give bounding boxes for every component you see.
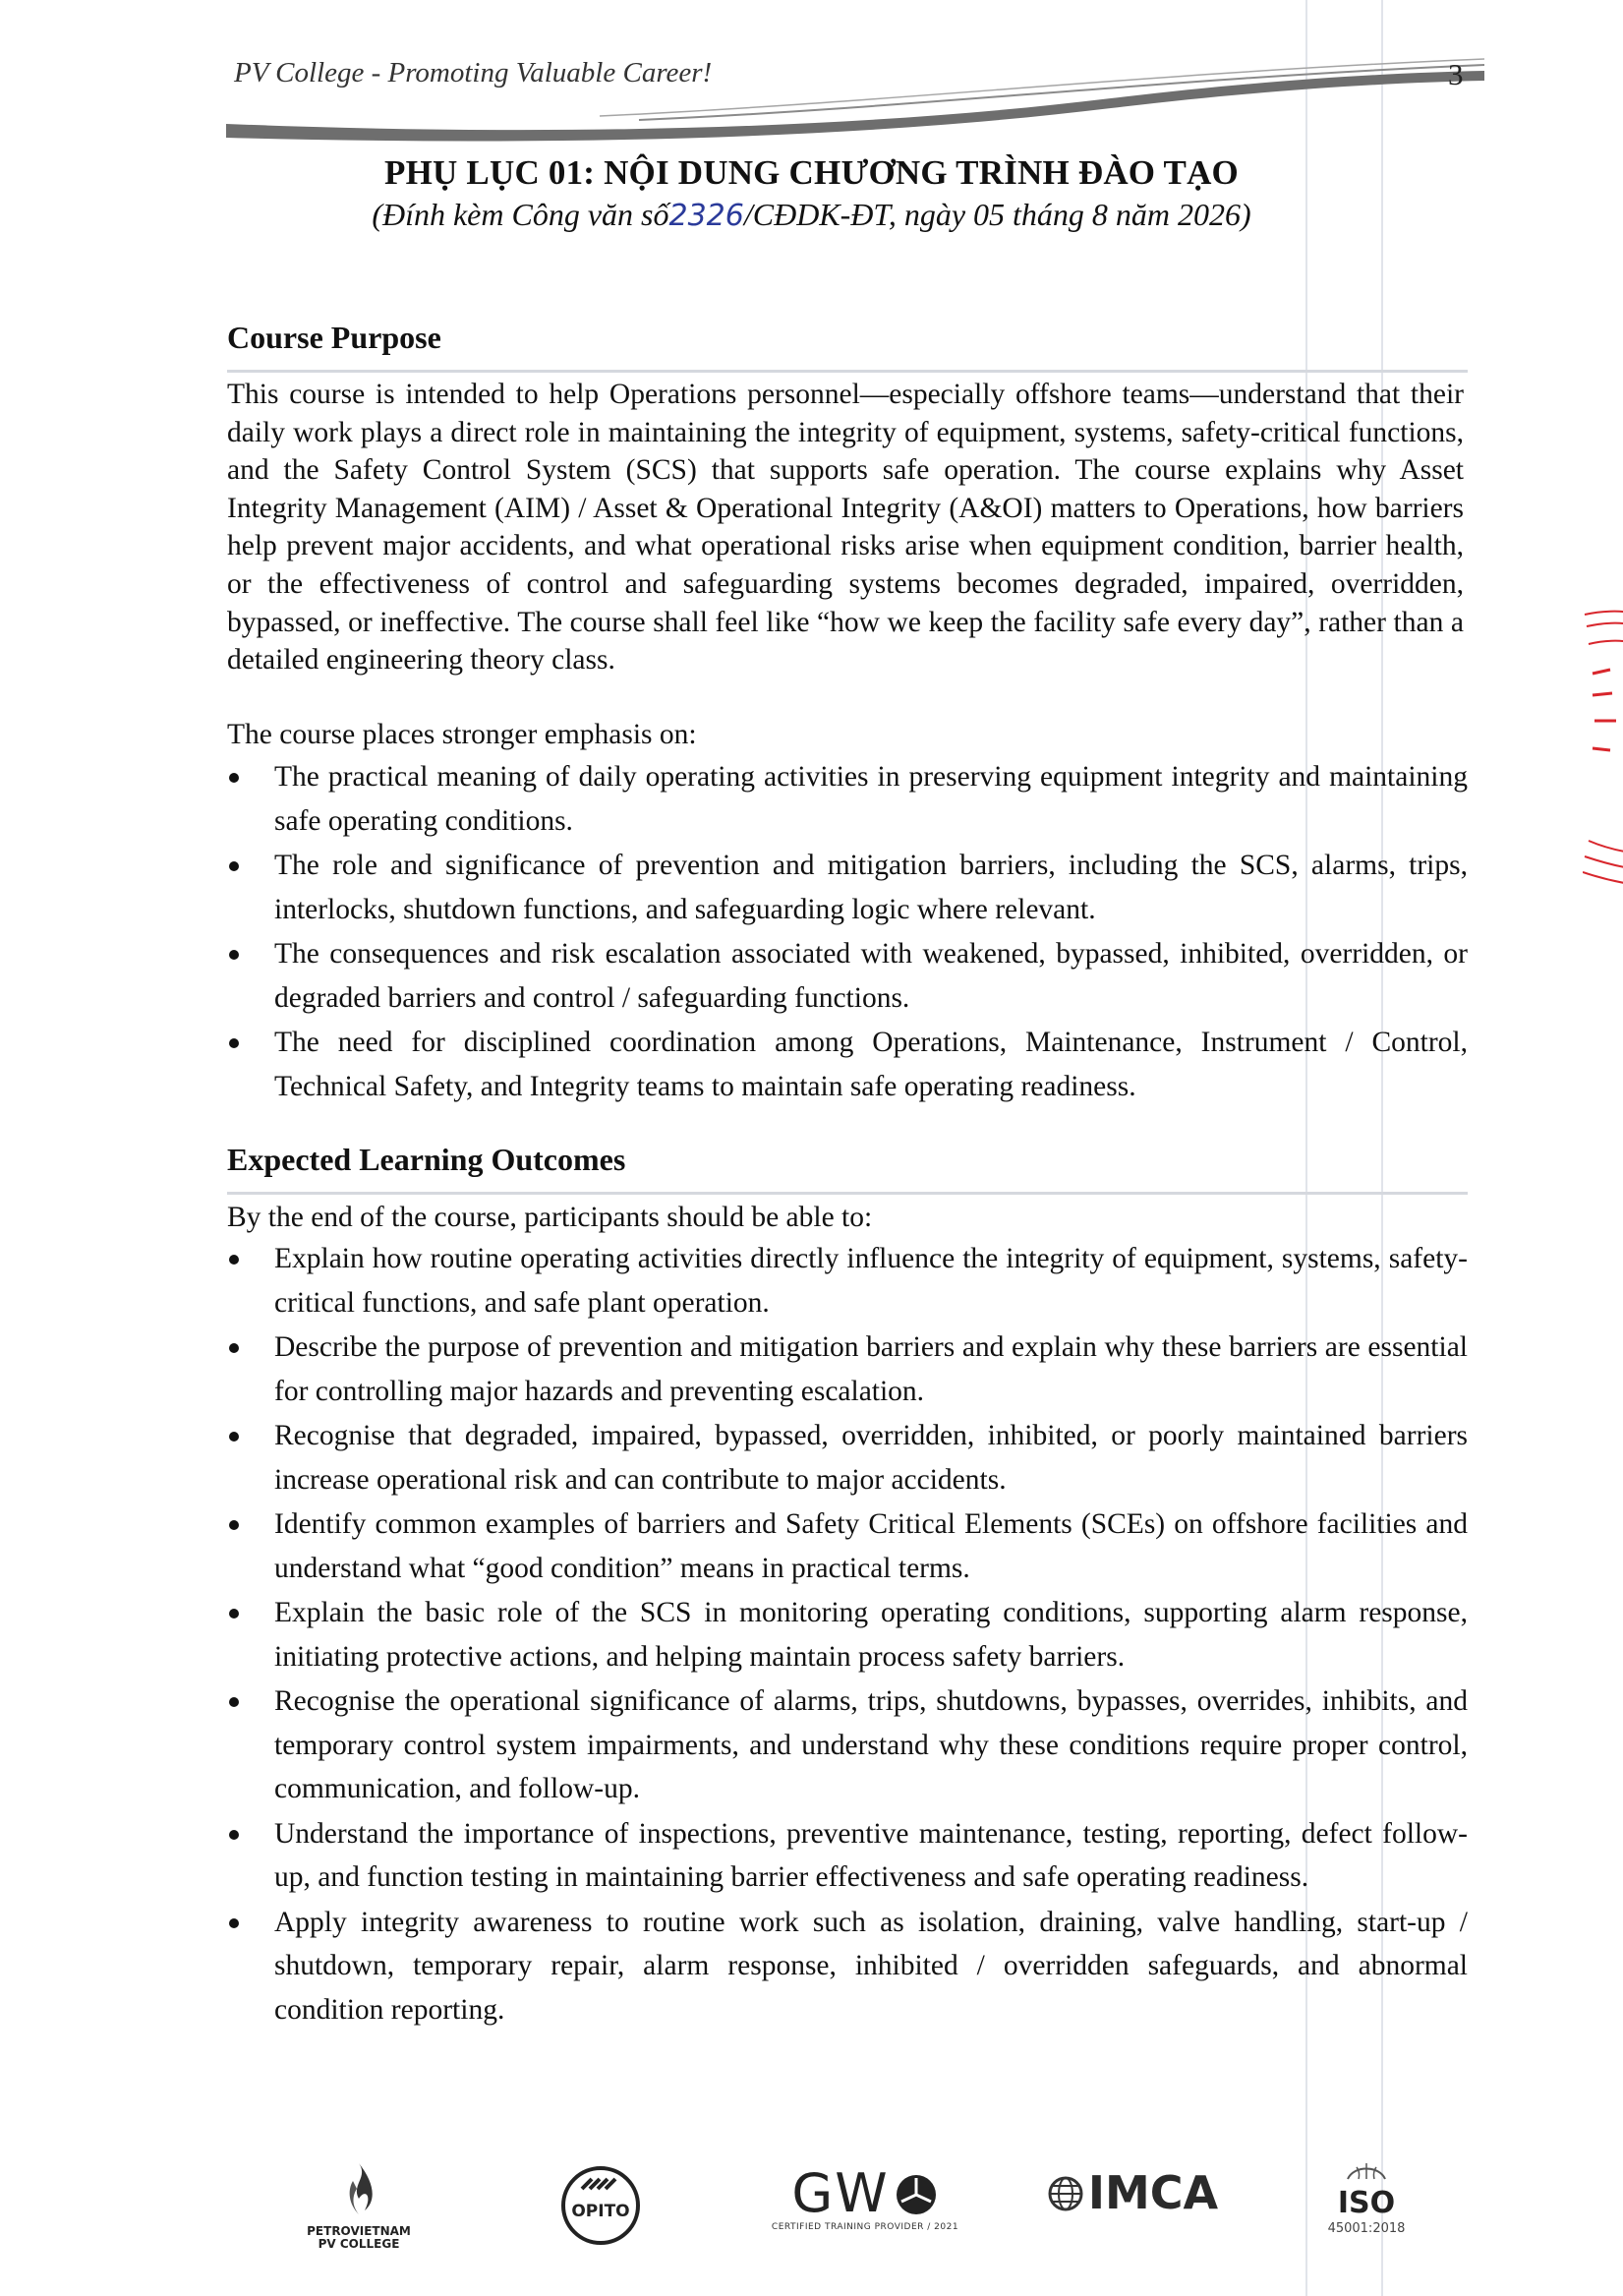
list-item-text: Identify common examples of barriers and Safety Critical Elements (SCEs) on offshore facilities and understand what “good condition” means in practical terms.	[274, 1508, 1468, 1584]
list-item-text: The role and significance of prevention and mitigation barriers, including the SCS, alarms, trips, interlocks, shutdown functions, and safeguarding logic where relevant.	[274, 850, 1468, 925]
course-purpose-paragraph: This course is intended to help Operations personnel—especially offshore teams—understand that their daily work plays a direct role in maintaining the integrity of equipment, systems, safety-critical functions, and the Safety Control System (SCS) that supports safe operation. The course explains why Asset Integrity Management (AIM) / Asset & Operational Integrity (A&OI) matters to Operations, how barriers help prevent major accidents, and what operational risks arise when equipment condition, barrier health, or the effectiveness of control and safeguarding systems becomes degraded, impaired, overridden, bypassed, or ineffective. The course shall feel like “how we keep the facility safe every day”, rather than a detailed engineering theory class.	[227, 379, 1464, 677]
page-subtitle	[0, 197, 1623, 233]
section-divider	[227, 370, 1468, 373]
list-item	[227, 844, 1468, 931]
gwo-logo	[767, 2162, 963, 2232]
bullet-icon	[229, 1830, 239, 1840]
header-swoosh-decoration	[226, 29, 1484, 157]
list-item	[227, 1901, 1468, 2032]
list-item-text: Explain the basic role of the SCS in monitoring operating conditions, supporting alarm response, initiating protective actions, and helping maintain process safety barriers.	[274, 1597, 1468, 1673]
petrovietnam-logo	[305, 2161, 413, 2251]
iso-logo	[1312, 2161, 1420, 2236]
list-item	[227, 1021, 1468, 1108]
iso-standard-text: 45001:2018	[1327, 2221, 1406, 2236]
list-item	[227, 1237, 1468, 1325]
page-title: PHỤ LỤC 01: NỘI DUNG CHƯƠNG TRÌNH ĐÀO TẠO	[384, 153, 1239, 192]
list-item	[227, 1591, 1468, 1678]
section-divider	[227, 1192, 1468, 1195]
subtitle-suffix: /CĐDK-ĐT, ngày 05 tháng 8 năm 2026)	[743, 197, 1251, 232]
list-item-text: The need for disciplined coordination among Operations, Maintenance, Instrument / Control, Technical Safety, and Integrity teams to maintain safe operating readiness.	[274, 1027, 1468, 1102]
bullet-icon	[229, 1343, 239, 1353]
iso-logo-text: ISO	[1337, 2186, 1396, 2220]
bullet-icon	[229, 1255, 239, 1265]
petrovietnam-flame-icon	[339, 2161, 378, 2220]
emphasis-list	[227, 755, 1468, 1109]
petrovietnam-logo-text: PETROVIETNAM	[307, 2224, 411, 2238]
bullet-icon	[229, 1609, 239, 1619]
subtitle-prefix: (Đính kèm Công văn số	[372, 197, 669, 232]
list-item-text: Explain how routine operating activities directly influence the integrity of equipment, systems, safety-critical functions, and safe plant operation.	[274, 1243, 1468, 1319]
list-item-text: Understand the importance of inspections, preventive maintenance, testing, reporting, defect follow-up, and function testing in maintaining barrier effectiveness and safe operating readiness.	[274, 1817, 1468, 1893]
iso-globe-icon	[1344, 2161, 1389, 2181]
list-item-text: Recognise the operational significance of alarms, trips, shutdowns, bypasses, overrides, inhibits, and temporary control system impairments, and understand why these conditions require proper control, communication, and follow-up.	[274, 1685, 1468, 1804]
bullet-icon	[229, 1038, 239, 1048]
list-item-text: The consequences and risk escalation associated with weakened, bypassed, inhibited, overridden, or degraded barriers and control / safeguarding functions.	[274, 938, 1468, 1014]
list-item	[227, 932, 1468, 1020]
list-item	[227, 1325, 1468, 1413]
header-tagline: PV College - Promoting Valuable Career!	[234, 57, 713, 88]
learning-outcomes-intro: By the end of the course, participants should be able to:	[227, 1202, 873, 1233]
list-item	[227, 1679, 1468, 1811]
footer-logos	[305, 2161, 1435, 2265]
list-item	[227, 1502, 1468, 1590]
official-stamp-fragment	[1583, 605, 1623, 890]
list-item	[227, 1812, 1468, 1900]
imca-logo	[1034, 2165, 1231, 2220]
bullet-icon	[229, 1520, 239, 1530]
emphasis-intro: The course places stronger emphasis on:	[227, 719, 697, 750]
bullet-icon	[229, 1697, 239, 1707]
page-number: 3	[1448, 57, 1464, 91]
bullet-icon	[229, 1432, 239, 1442]
bullet-icon	[229, 1918, 239, 1928]
list-item-text: Apply integrity awareness to routine work such as isolation, draining, valve handling, start-up / shutdown, temporary repair, alarm response, inhibited / overridden safeguards, and abnormal condition reporting.	[274, 1906, 1468, 2026]
handwritten-document-number: 2326	[668, 199, 744, 233]
list-item-text: Recognise that degraded, impaired, bypassed, overridden, inhibited, or poorly maintained barriers increase operational risk and can contribute to major accidents.	[274, 1420, 1468, 1496]
opito-logo-icon	[558, 2163, 643, 2248]
learning-outcomes-list	[227, 1237, 1468, 2032]
gwo-certification-text: CERTIFIED TRAINING PROVIDER / 2021	[771, 2222, 959, 2232]
opito-logo-text: OPITO	[571, 2202, 630, 2221]
bullet-icon	[229, 950, 239, 960]
list-item-text: Describe the purpose of prevention and mitigation barriers and explain why these barriers are essential for controlling major hazards and preventing escalation.	[274, 1331, 1468, 1407]
gwo-globe-icon	[894, 2172, 939, 2217]
bullet-icon	[229, 773, 239, 783]
course-purpose-heading: Course Purpose	[227, 320, 441, 355]
opito-logo	[556, 2163, 645, 2253]
bullet-icon	[229, 861, 239, 871]
imca-globe-icon	[1047, 2175, 1084, 2212]
list-item	[227, 755, 1468, 843]
pv-college-logo-text: PV COLLEGE	[318, 2237, 400, 2251]
list-item	[227, 1414, 1468, 1501]
imca-logo-text: IMCA	[1087, 2166, 1219, 2219]
learning-outcomes-heading: Expected Learning Outcomes	[227, 1142, 626, 1177]
gwo-logo-text: GW	[791, 2162, 890, 2224]
list-item-text: The practical meaning of daily operating activities in preserving equipment integrity and maintaining safe operating conditions.	[274, 761, 1468, 837]
